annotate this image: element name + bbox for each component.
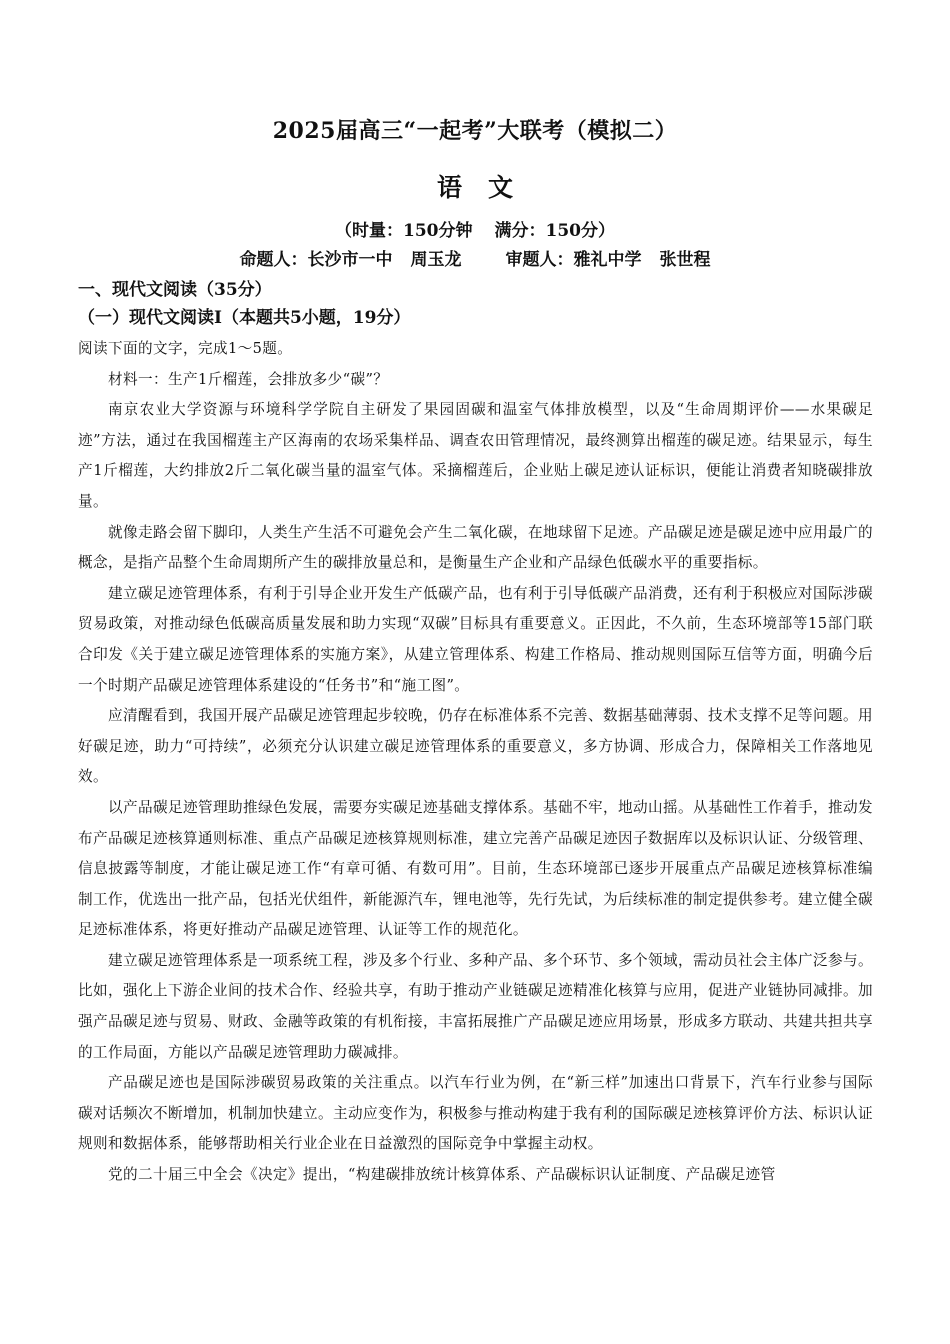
instruction-text: 阅读下面的文字，完成1～5题。 [78,340,293,357]
passage-paragraph: 以产品碳足迹管理助推绿色发展，需要夯实碳足迹基础支撑体系。基础不牢，地动山摇。从基础性工作着手，推动发布产品碳足迹核算通则标准、重点产品碳足迹核算规则标准，建立完善产品碳足迹因子数据库以及标识认证、分级管理、信息披露等制度，才能让碳足迹工作“有章可循、有数可用”。目前，生态环境部已逐步开展重点产品碳足迹核算标准编制工作，优选出一批产品，包括光伏组件，新能源汽车，锂电池等，先行先试，为后续标准的制定提供参考。建立健全碳足迹标准体系，将更好推动产品碳足迹管理、认证等工作的规范化。 [78,798,873,939]
reading-passage [78,334,873,1191]
reviewer-label: 审题人：雅礼中学 [505,250,642,270]
exam-time-score [0,218,950,244]
exam-time: （时量：150分钟 [335,221,473,241]
passage-paragraph: 党的二十届三中全会《决定》提出，“构建碳排放统计核算体系、产品碳标识认证制度、产品碳足迹管 [108,1166,776,1184]
exam-score: 满分：150分） [494,221,615,241]
subject-title: 语文 [436,173,539,202]
exam-authors [0,247,950,273]
exam-title: 2025届高三“一起考”大联考（模拟二） [272,118,678,144]
passage-paragraph: 建立碳足迹管理体系是一项系统工程，涉及多个行业、多种产品、多个环节、多个领域，需动员社会主体广泛参与。比如，强化上下游企业间的技术合作、经验共享，有助于推动产业链碳足迹精准化核算与应用，促进产业链协同减排。加强产品碳足迹与贸易、财政、金融等政策的有机衔接，丰富拓展推广产品碳足迹应用场景，形成多方联动、共建共担共享的工作局面，方能以产品碳足迹管理助力碳减排。 [78,951,873,1061]
author-name: 周玉龙 [410,250,462,270]
author-label: 命题人：长沙市一中 [239,250,393,270]
section-heading: 一、现代文阅读（35分） [78,280,272,300]
passage-paragraph: 应清醒看到，我国开展产品碳足迹管理起步较晚，仍存在标准体系不完善、数据基础薄弱、技术支撑不足等问题。用好碳足迹，助力“可持续”，必须充分认识建立碳足迹管理体系的重要意义，多方协调、形成合力，保障相关工作落地见效。 [78,707,873,786]
passage-paragraph: 建立碳足迹管理体系，有利于引导企业开发生产低碳产品，也有利于引导低碳产品消费，还有利于积极应对国际涉碳贸易政策，对推动绿色低碳高质量发展和助力实现“双碳”目标具有重要意义。正因此，不久前，生态环境部等15部门联合印发《关于建立碳足迹管理体系的实施方案》，从建立管理体系、构建工作格局、推动规则国际互信等方面，明确今后一个时期产品碳足迹管理体系建设的“任务书”和“施工图”。 [78,584,873,694]
reviewer-name: 张世程 [659,250,711,270]
passage-paragraph: 产品碳足迹也是国际涉碳贸易政策的关注重点。以汽车行业为例，在“新三样”加速出口背景下，汽车行业参与国际碳对话频次不断增加，机制加快建立。主动应变作为，积极参与推动构建于我有利的国际碳足迹核算评价方法、标识认证规则和数据体系，能够帮助相关行业企业在日益激烈的国际竞争中掌握主动权。 [78,1074,873,1153]
subsection-heading: （一）现代文阅读Ⅰ（本题共5小题，19分） [78,308,411,328]
passage-paragraph: 南京农业大学资源与环境科学学院自主研发了果园固碳和温室气体排放模型，以及“生命周期评价——水果碳足迹”方法，通过在我国榴莲主产区海南的农场采集样品、调查农田管理情况，最终测算出榴莲的碳足迹。结果显示，每生产1斤榴莲，大约排放2斤二氧化碳当量的温室气体。采摘榴莲后，企业贴上碳足迹认证标识，便能让消费者知晓碳排放量。 [78,401,873,510]
passage-paragraph: 就像走路会留下脚印，人类生产生活不可避免会产生二氧化碳，在地球留下足迹。产品碳足迹是碳足迹中应用最广的概念，是指产品整个生命周期所产生的碳排放量总和，是衡量生产企业和产品绿色低碳水平的重要指标。 [78,523,873,572]
material-title: 材料一：生产1斤榴莲，会排放多少“碳”？ [108,370,389,388]
